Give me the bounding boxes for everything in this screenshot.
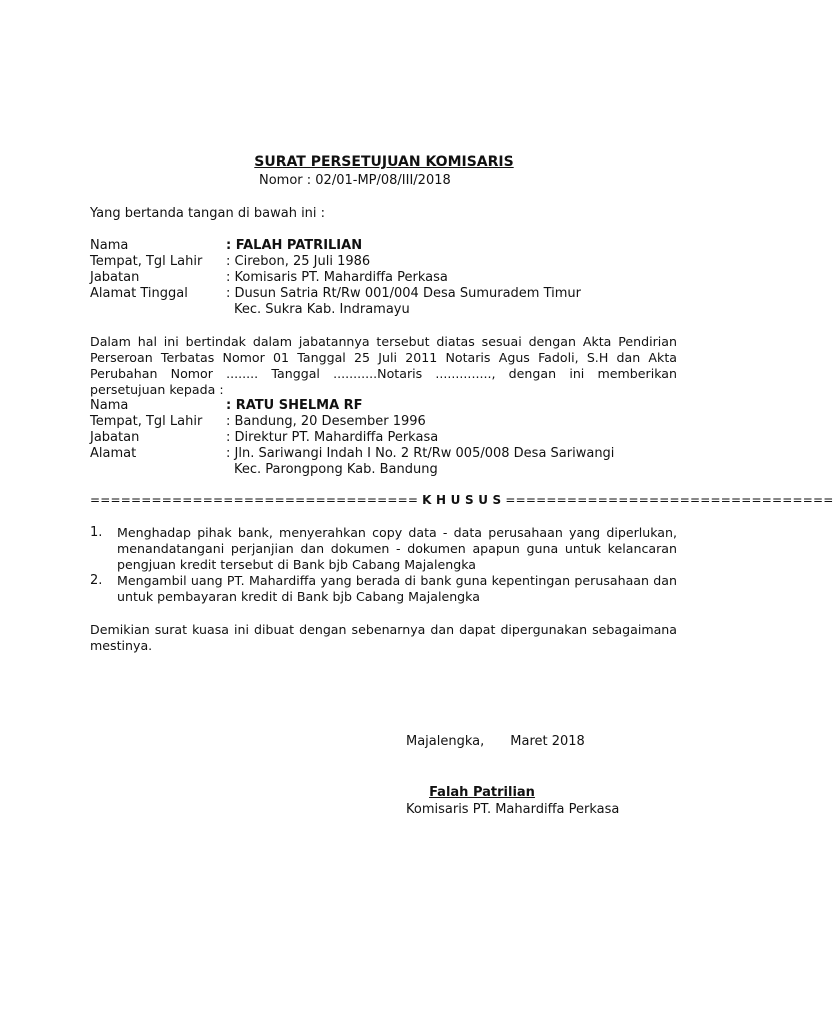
party2-address-label: Alamat: [90, 446, 137, 461]
signer-name: Falah Patrilian: [429, 785, 535, 800]
separator-left: ================================: [90, 493, 419, 507]
party1-name-label: Nama: [90, 238, 129, 253]
body-paragraph: Dalam hal ini bertindak dalam jabatannya tersebut diatas sesuai dengan Akta Pendirian Perseroan Terbatas Nomor 01 Tanggal 25 Juli 2011 Notaris Agus Fadoli, S.H dan Akta Perubahan Nomor ........ Tanggal ...........Notaris .............., dengan ini memberikan persetujuan kepada :: [90, 334, 677, 397]
list-item-text: Mengambil uang PT. Mahardiffa yang berada di bank guna kepentingan perusahaan dan untuk pembayaran kredit di Bank bjb Cabang Majalengka: [117, 573, 677, 604]
date-text: Maret 2018: [510, 734, 585, 749]
party2-address-value-2: Kec. Parongpong Kab. Bandung: [234, 462, 438, 477]
closing-paragraph: Demikian surat kuasa ini dibuat dengan sebenarnya dan dapat dipergunakan sebagaimana mestinya.: [90, 622, 677, 653]
party1-address-value-2: Kec. Sukra Kab. Indramayu: [234, 302, 410, 317]
party2-birth-value: : Bandung, 20 Desember 1996: [226, 414, 426, 429]
letter-title: SURAT PERSETUJUAN KOMISARIS: [254, 154, 514, 170]
party2-position-label: Jabatan: [90, 430, 140, 445]
place-date: [406, 734, 585, 750]
party2-address-value: : Jln. Sariwangi Indah I No. 2 Rt/Rw 005/008 Desa Sariwangi: [226, 446, 615, 461]
party1-address-value: : Dusun Satria Rt/Rw 001/004 Desa Sumuradem Timur: [226, 286, 581, 301]
party2-position-value: : Direktur PT. Mahardiffa Perkasa: [226, 430, 439, 445]
party2-birth-label: Tempat, Tgl Lahir: [90, 414, 203, 429]
list-item-text: Menghadap pihak bank, menyerahkan copy data - data perusahaan yang diperlukan, menandatangani perjanjian dan dokumen - dokumen apapun guna untuk kelancaran pengjuan kredit tersebut di Bank bjb Cabang Majalengka: [117, 525, 677, 572]
intro-text: Yang bertanda tangan di bawah ini :: [90, 206, 326, 221]
party2-name-value: : RATU SHELMA RF: [226, 398, 363, 413]
separator-heading: K H U S U S: [422, 493, 502, 507]
party1-birth-label: Tempat, Tgl Lahir: [90, 254, 203, 269]
party2-name-label: Nama: [90, 398, 129, 413]
party1-position-label: Jabatan: [90, 270, 140, 285]
signer-position: Komisaris PT. Mahardiffa Perkasa: [406, 802, 620, 817]
party1-name-value: : FALAH PATRILIAN: [226, 238, 363, 253]
party1-birth-value: : Cirebon, 25 Juli 1986: [226, 254, 371, 269]
separator-right: ================================: [505, 493, 834, 507]
list-item-number: 1.: [90, 525, 103, 540]
khusus-separator: [90, 492, 834, 508]
list-item-number: 2.: [90, 573, 103, 588]
place-text: Majalengka,: [406, 734, 485, 749]
letter-number: Nomor : 02/01-MP/08/III/2018: [259, 173, 451, 188]
party1-address-label: Alamat Tinggal: [90, 286, 188, 301]
party1-position-value: : Komisaris PT. Mahardiffa Perkasa: [226, 270, 448, 285]
